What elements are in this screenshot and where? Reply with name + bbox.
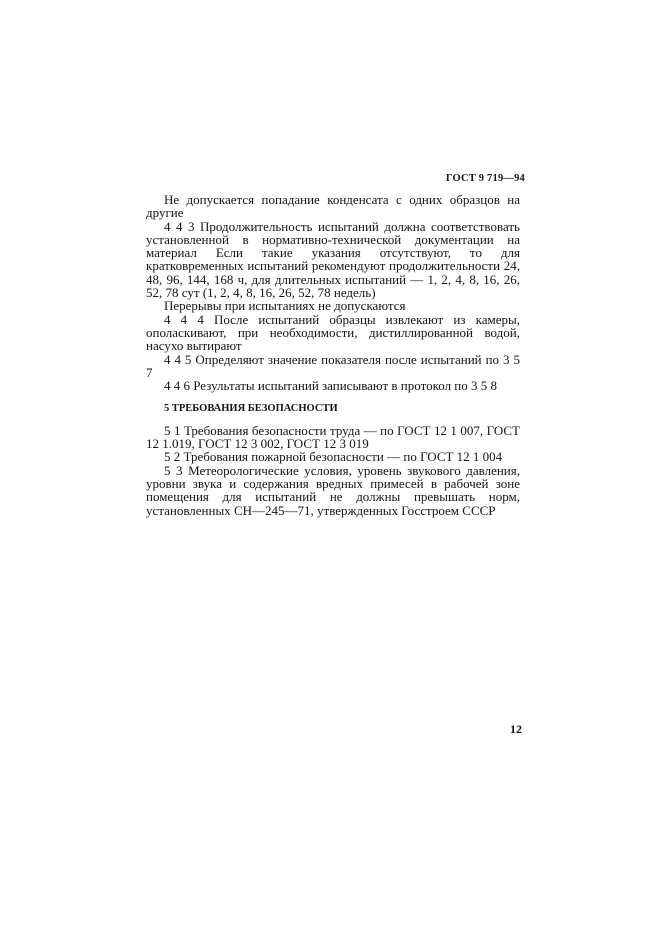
document-code-header: ГОСТ 9 719—94 <box>445 173 525 184</box>
paragraph: Перерывы при испытаниях не допускаются <box>164 298 406 314</box>
paragraph-4-4-4: 4 4 4 После испытаний образцы извлекают из камеры, ополаскивают, при необходимости, дистиллированной водой, насухо вытирают <box>146 311 520 354</box>
paragraph-5-3: 5 3 Метеорологические условия, уровень звукового давления, уровни звука и содержания вредных примесей в рабочей зоне помещения для испытаний не должны превышать норм, установленных СН—245—71, утвержденных Госстроем СССР <box>146 462 520 518</box>
paragraph-4-4-3: 4 4 3 Продолжительность испытаний должна соответствовать установленной в нормативно-технической документации на материал Если такие указания отсутствуют, то для кратковременных испытаний рекомендуют продолжительности 24, 48, 96, 144, 168 ч, для длительных испытаний — 1, 2, 4, 8, 16, 26, 52, 78 сут (1, 2, 4, 8, 16, 26, 52, 78 недель) <box>146 218 520 301</box>
paragraph-5-2: 5 2 Требования пожарной безопасности — по ГОСТ 12 1 004 <box>164 449 503 465</box>
paragraph-5-1: 5 1 Требования безопасности труда — по ГОСТ 12 1 007, ГОСТ 12 1.019, ГОСТ 12 3 002, ГОСТ 12 3 019 <box>146 422 520 452</box>
section-title: 5 ТРЕБОВАНИЯ БЕЗОПАСНОСТИ <box>164 403 338 415</box>
document-body <box>146 193 520 517</box>
paragraph-4-4-6: 4 4 6 Результаты испытаний записывают в протокол по 3 5 8 <box>164 378 498 394</box>
paragraph-4-4-5: 4 4 5 Определяют значение показателя после испытаний по 3 5 7 <box>146 351 520 380</box>
paragraph: Не допускается попадание конденсата с одних образцов на другие <box>146 192 520 221</box>
page-number: 12 <box>510 722 522 736</box>
